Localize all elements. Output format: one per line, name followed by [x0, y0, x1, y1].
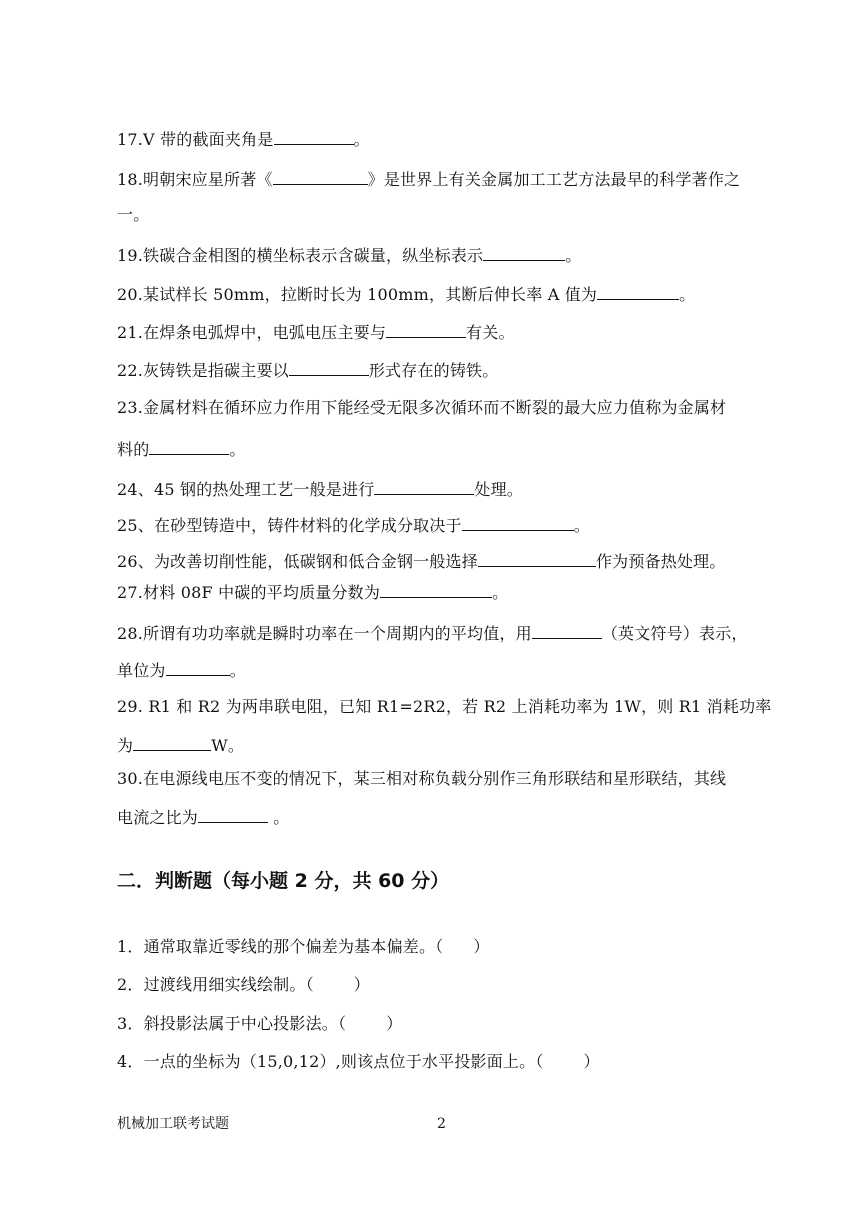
answer-blank	[597, 282, 679, 300]
question-22: 22.灰铸铁是指碳主要以 形式存在的铸铁。	[117, 358, 498, 382]
answer-blank	[273, 167, 368, 185]
answer-blank	[198, 805, 268, 823]
answer-blank	[380, 580, 492, 598]
question-30: 30.在电源线电压不变的情况下，某三相对称负载分别作三角形联结和星形联结，其线	[117, 769, 727, 788]
answer-blank	[374, 477, 474, 495]
answer-blank	[166, 658, 230, 676]
footer-title: 机械加工联考试题	[117, 1116, 229, 1132]
question-28-continuation: 单位为 。	[117, 658, 246, 682]
question-24: 24、45 钢的热处理工艺一般是进行 处理。	[117, 477, 523, 501]
question-29: 29. R1 和 R2 为两串联电阻，已知 R1=2R2，若 R2 上消耗功率为 1W，则 R1 消耗功率	[117, 697, 772, 716]
judgment-item: 4．一点的坐标为（15,0,12）,则该点位于水平投影面上。（ ）	[117, 1052, 600, 1071]
question-27: 27.材料 08F 中碳的平均质量分数为 。	[117, 580, 508, 604]
answer-blank	[289, 358, 369, 376]
question-19: 19.铁碳合金相图的横坐标表示含碳量，纵坐标表示 。	[117, 243, 581, 267]
answer-blank	[462, 513, 574, 531]
question-23: 23.金属材料在循环应力作用下能经受无限多次循环而不断裂的最大应力值称为金属材	[117, 398, 727, 417]
answer-blank	[149, 437, 229, 455]
question-28: 28.所谓有功功率就是瞬时功率在一个周期内的平均值，用 （英文符号）表示，	[117, 621, 748, 645]
answer-blank	[532, 621, 602, 639]
question-23-continuation: 料的 。	[117, 437, 246, 461]
question-30-continuation: 电流之比为 。	[117, 805, 290, 829]
section-heading: 二．判断题（每小题 2 分，共 60 分）	[117, 870, 450, 892]
question-18: 18.明朝宋应星所著《 》是世界上有关金属加工工艺方法最早的科学著作之	[117, 167, 740, 191]
answer-blank	[133, 733, 211, 751]
judgment-item: 1．通常取靠近零线的那个偏差为基本偏差。（ ）	[117, 937, 490, 956]
answer-blank	[274, 127, 354, 145]
judgment-item: 3．斜投影法属于中心投影法。（ ）	[117, 1014, 403, 1033]
question-21: 21.在焊条电弧焊中，电弧电压主要与 有关。	[117, 320, 515, 344]
answer-blank	[483, 243, 565, 261]
answer-blank	[386, 320, 466, 338]
question-29-continuation: 为 W。	[117, 733, 244, 757]
answer-blank	[478, 549, 596, 567]
page-number: 2	[437, 1116, 446, 1132]
question-25: 25、在砂型铸造中，铸件材料的化学成分取决于 。	[117, 513, 590, 537]
question-20: 20.某试样长 50mm，拉断时长为 100mm，其断后伸长率 A 值为 。	[117, 282, 695, 306]
judgment-item: 2．过渡线用细实线绘制。（ ）	[117, 975, 370, 994]
question-17: 17.V 带的截面夹角是 。	[117, 127, 370, 151]
question-26: 26、为改善切削性能，低碳钢和低合金钢一般选择 作为预备热处理。	[117, 549, 726, 573]
question-18-continuation: 一。	[117, 205, 150, 224]
